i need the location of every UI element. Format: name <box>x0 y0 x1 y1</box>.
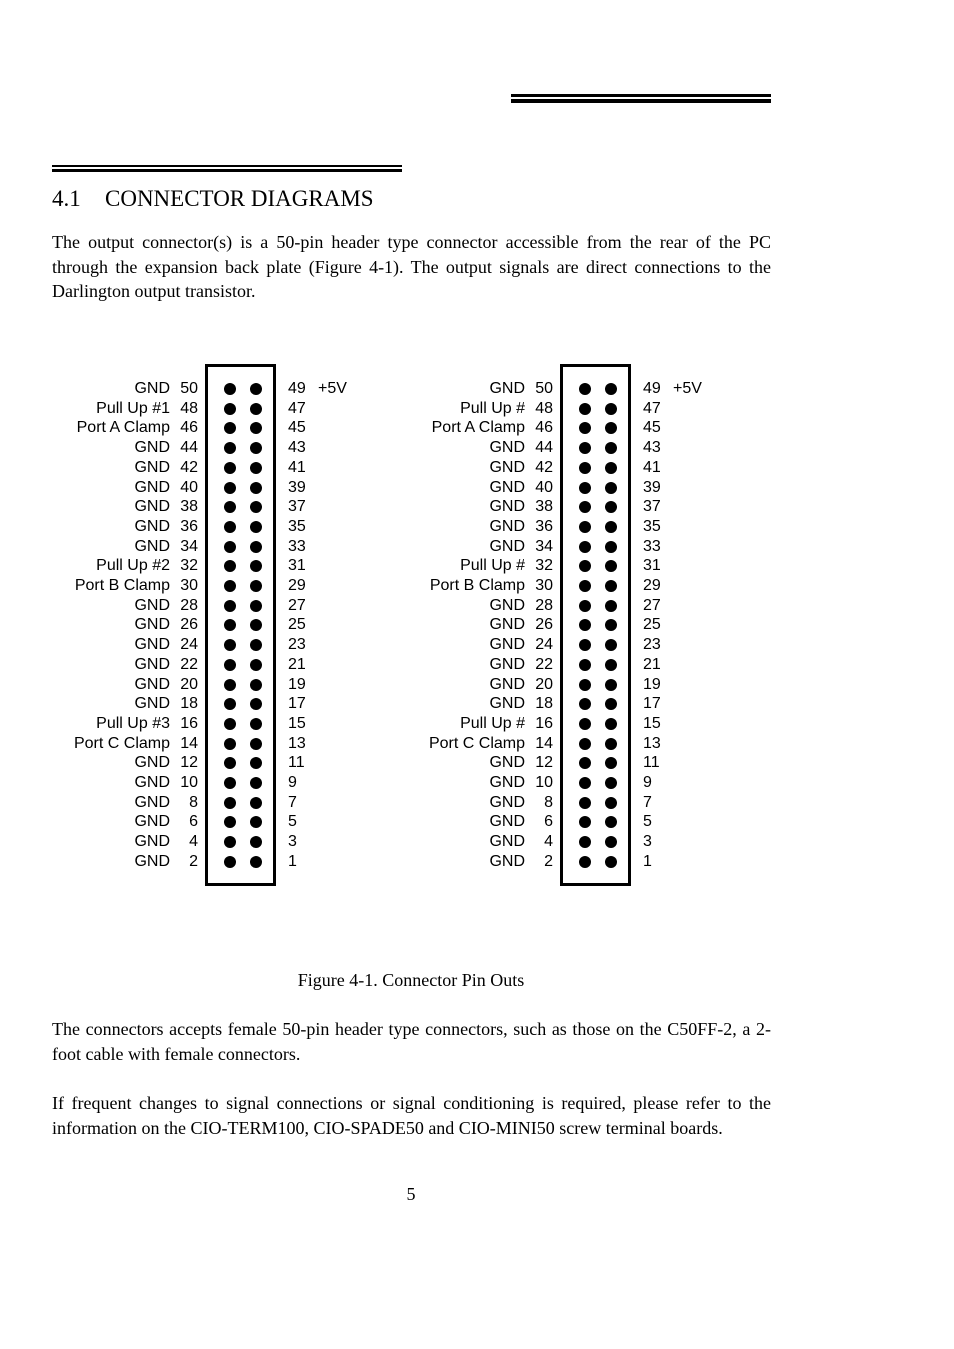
pin-signal-label: GND <box>489 833 525 851</box>
pin-signal-label: GND <box>134 793 170 811</box>
pin-number-odd: 21 <box>643 655 661 673</box>
pin-signal-label: GND <box>489 695 525 713</box>
pin-dot-odd <box>605 580 617 592</box>
pin-signal-label: Port C Clamp <box>73 734 170 752</box>
pin-dot-even <box>579 482 591 494</box>
pin-signal-label: Port A Clamp <box>76 419 170 437</box>
pin-number-odd: 13 <box>643 734 661 752</box>
intro-paragraph: The output connector(s) is a 50-pin header type connector accessible from the rear of the PC through the expansion back plate (Figure 4-1). The output signals are direct connections to the Darlington output transistor. <box>52 232 771 301</box>
pin-number-odd: 23 <box>643 636 661 654</box>
pin-number-even: 40 <box>535 478 553 496</box>
pin-signal-label: GND <box>489 616 525 634</box>
connector-diagram-2 <box>407 364 707 884</box>
pin-dot-even <box>224 659 236 671</box>
pin-number-odd: 29 <box>288 577 306 594</box>
pin-number-even: 10 <box>180 774 198 791</box>
pin-signal-label: Pull Up #2 <box>96 557 170 575</box>
pin-number-even: 38 <box>535 498 553 516</box>
pin-signal-label: GND <box>489 439 525 457</box>
pin-dot-odd <box>605 797 617 809</box>
pin-number-odd: 1 <box>288 852 297 870</box>
pin-number-even: 46 <box>535 419 553 437</box>
pin-number-odd: 31 <box>288 557 306 575</box>
pin-signal-label: GND <box>489 636 525 654</box>
pin-number-even: 50 <box>535 380 553 397</box>
mating-connector-paragraph: The connectors accepts female 50-pin header type connectors, such as those on the C50FF-2, a 2-foot cable with female connectors. <box>52 1019 771 1064</box>
pin-dot-even <box>579 580 591 592</box>
pin-signal-label: GND <box>134 655 170 673</box>
pin-number-odd: 37 <box>643 498 661 516</box>
pin-dot-odd <box>605 383 617 395</box>
pin-number-even: 40 <box>180 478 198 496</box>
pin-signal-label: GND <box>489 675 525 693</box>
pin-dot-even <box>579 718 591 730</box>
pin-number-even: 34 <box>180 537 198 555</box>
pin-number-even: 6 <box>189 813 198 831</box>
pin-number-odd: 3 <box>643 833 652 851</box>
pin-number-even: 32 <box>535 557 553 575</box>
pin-number-even: 2 <box>544 852 553 870</box>
pin-number-even: 8 <box>544 793 553 811</box>
pin-signal-label: GND <box>134 754 170 772</box>
pin-dot-odd <box>605 541 617 553</box>
connector-diagram-1 <box>52 364 352 884</box>
pin-number-odd: 47 <box>643 399 661 417</box>
pin-number-even: 6 <box>544 813 553 831</box>
pin-number-even: 48 <box>535 399 553 417</box>
pin-signal-label: GND <box>134 852 170 870</box>
pin-dot-even <box>224 403 236 415</box>
pin-dot-even <box>579 541 591 553</box>
pin-dot-odd <box>250 403 262 415</box>
pin-dot-odd <box>250 718 262 730</box>
section-heading <box>52 186 374 212</box>
pin-signal-label: GND <box>489 754 525 772</box>
pin-dot-even <box>579 777 591 789</box>
pin-signal-label: GND <box>489 793 525 811</box>
pin-number-even: 8 <box>189 793 198 811</box>
pin-signal-label: Pull Up # <box>460 714 525 732</box>
supply-voltage-label: +5V <box>673 380 702 397</box>
pin-number-odd: 47 <box>288 399 306 417</box>
pin-dot-even <box>224 777 236 789</box>
pin-number-odd: 39 <box>288 478 306 496</box>
pin-signal-label: GND <box>134 675 170 693</box>
page-number: 5 <box>406 1184 416 1204</box>
pin-dot-even <box>224 383 236 395</box>
pin-dot-even <box>579 836 591 848</box>
pin-number-odd: 43 <box>288 439 306 457</box>
pin-dot-odd <box>250 600 262 612</box>
pin-number-odd: 11 <box>643 754 660 772</box>
pin-dot-odd <box>605 403 617 415</box>
pin-number-odd: 35 <box>288 517 306 535</box>
pin-number-even: 50 <box>180 380 198 397</box>
pin-dot-even <box>224 541 236 553</box>
pin-dot-even <box>224 580 236 592</box>
pin-dot-even <box>224 856 236 868</box>
pin-number-odd: 17 <box>643 695 661 713</box>
pin-signal-label: GND <box>134 458 170 476</box>
pin-dot-odd <box>605 738 617 750</box>
pin-dot-odd <box>605 639 617 651</box>
pin-signal-label: GND <box>134 478 170 496</box>
pin-number-even: 38 <box>180 498 198 516</box>
pin-dot-odd <box>605 442 617 454</box>
pin-number-odd: 11 <box>288 754 305 772</box>
pin-number-odd: 19 <box>643 675 661 693</box>
pin-number-odd: 17 <box>288 695 306 713</box>
pin-number-even: 24 <box>180 636 198 654</box>
pin-dot-odd <box>605 718 617 730</box>
pin-dot-even <box>224 521 236 533</box>
pin-dot-odd <box>250 442 262 454</box>
pin-signal-label: Pull Up # <box>460 399 525 417</box>
pin-number-even: 44 <box>180 439 198 457</box>
pin-dot-odd <box>250 856 262 868</box>
pin-number-odd: 25 <box>643 616 661 634</box>
pin-dot-even <box>579 679 591 691</box>
pin-dot-even <box>579 383 591 395</box>
pin-number-odd: 29 <box>643 577 661 594</box>
pin-dot-odd <box>605 836 617 848</box>
pin-number-even: 22 <box>535 655 553 673</box>
pin-number-even: 26 <box>535 616 553 634</box>
pin-number-odd: 41 <box>288 458 306 476</box>
pin-number-even: 14 <box>180 734 198 752</box>
pin-signal-label: GND <box>489 596 525 614</box>
pin-number-even: 42 <box>180 458 198 476</box>
pin-number-odd: 49 <box>643 380 661 397</box>
pin-dot-even <box>579 659 591 671</box>
pin-dot-odd <box>250 639 262 651</box>
pin-number-odd: 5 <box>288 813 297 831</box>
pin-signal-label: GND <box>134 517 170 535</box>
pin-dot-even <box>224 639 236 651</box>
pin-signal-label: Port B Clamp <box>429 577 525 594</box>
pin-number-odd: 33 <box>288 537 306 555</box>
pin-dot-odd <box>605 462 617 474</box>
pin-number-even: 20 <box>180 675 198 693</box>
pin-number-odd: 45 <box>643 419 661 437</box>
pin-dot-odd <box>250 541 262 553</box>
pin-signal-label: Port A Clamp <box>431 419 525 437</box>
pin-dot-odd <box>250 383 262 395</box>
pin-dot-even <box>579 442 591 454</box>
pin-number-odd: 15 <box>288 714 306 732</box>
pin-number-odd: 23 <box>288 636 306 654</box>
header-rule-bottom <box>511 99 771 103</box>
pin-signal-label: Port B Clamp <box>74 577 170 594</box>
pin-signal-label: GND <box>489 852 525 870</box>
pin-dot-even <box>224 482 236 494</box>
pin-signal-label: Pull Up #1 <box>96 399 170 417</box>
pin-dot-even <box>224 600 236 612</box>
pin-dot-even <box>224 718 236 730</box>
pin-signal-label: Port C Clamp <box>428 734 525 752</box>
pin-number-odd: 13 <box>288 734 306 752</box>
pin-dot-even <box>579 403 591 415</box>
pin-number-odd: 7 <box>643 793 652 811</box>
pin-signal-label: GND <box>134 498 170 516</box>
pin-signal-label: GND <box>489 813 525 831</box>
pin-number-even: 2 <box>189 852 198 870</box>
pin-number-odd: 45 <box>288 419 306 437</box>
pin-number-odd: 15 <box>643 714 661 732</box>
pin-dot-even <box>224 836 236 848</box>
pin-number-odd: 7 <box>288 793 297 811</box>
pin-number-odd: 33 <box>643 537 661 555</box>
section-rule-bottom <box>52 169 402 172</box>
pin-number-even: 36 <box>180 517 198 535</box>
pin-number-even: 30 <box>535 577 553 594</box>
pin-dot-odd <box>250 836 262 848</box>
pin-number-odd: 25 <box>288 616 306 634</box>
pin-signal-label: GND <box>489 478 525 496</box>
pin-number-even: 34 <box>535 537 553 555</box>
pin-number-odd: 9 <box>643 774 652 791</box>
pin-dot-even <box>224 797 236 809</box>
pin-number-even: 46 <box>180 419 198 437</box>
pin-number-even: 14 <box>535 734 553 752</box>
pin-dot-odd <box>605 777 617 789</box>
pin-dot-odd <box>250 462 262 474</box>
pin-number-even: 30 <box>180 577 198 594</box>
section-title: CONNECTOR DIAGRAMS <box>105 186 374 211</box>
pin-number-even: 12 <box>180 754 198 772</box>
pin-dot-odd <box>605 679 617 691</box>
pin-dot-even <box>579 856 591 868</box>
pin-signal-label: GND <box>134 695 170 713</box>
pin-number-odd: 31 <box>643 557 661 575</box>
pin-number-odd: 43 <box>643 439 661 457</box>
pin-signal-label: GND <box>134 596 170 614</box>
pin-number-even: 44 <box>535 439 553 457</box>
pin-number-even: 16 <box>535 714 553 732</box>
pin-signal-label: GND <box>134 616 170 634</box>
pin-number-even: 28 <box>180 596 198 614</box>
pin-number-odd: 5 <box>643 813 652 831</box>
pin-signal-label: GND <box>489 774 525 791</box>
pin-signal-label: GND <box>134 774 170 791</box>
pin-dot-odd <box>250 580 262 592</box>
pin-signal-label: Pull Up #3 <box>96 714 170 732</box>
pin-number-even: 16 <box>180 714 198 732</box>
pin-number-odd: 3 <box>288 833 297 851</box>
pin-dot-odd <box>250 797 262 809</box>
pin-dot-odd <box>605 856 617 868</box>
pin-dot-odd <box>250 679 262 691</box>
pin-number-even: 4 <box>189 833 198 851</box>
pin-signal-label: GND <box>134 833 170 851</box>
pin-number-even: 28 <box>535 596 553 614</box>
section-number: 4.1 <box>52 186 81 211</box>
pin-number-odd: 27 <box>643 596 661 614</box>
pin-signal-label: GND <box>489 537 525 555</box>
pin-dot-odd <box>250 659 262 671</box>
pin-number-odd: 41 <box>643 458 661 476</box>
pin-signal-label: GND <box>134 636 170 654</box>
pin-dot-even <box>579 738 591 750</box>
pin-number-even: 32 <box>180 557 198 575</box>
header-rule-top <box>511 94 771 97</box>
pin-signal-label: GND <box>489 517 525 535</box>
pin-number-even: 24 <box>535 636 553 654</box>
section-rule-top <box>52 165 402 167</box>
figure-caption: Figure 4-1. Connector Pin Outs <box>297 970 525 990</box>
pin-dot-odd <box>605 521 617 533</box>
pin-number-odd: 39 <box>643 478 661 496</box>
pin-signal-label: Pull Up # <box>460 557 525 575</box>
pin-signal-label: GND <box>134 380 170 397</box>
pin-dot-even <box>579 600 591 612</box>
pin-number-odd: 35 <box>643 517 661 535</box>
connector-header-outline <box>560 364 631 886</box>
pin-dot-odd <box>250 521 262 533</box>
pin-number-odd: 37 <box>288 498 306 516</box>
pin-number-odd: 21 <box>288 655 306 673</box>
pin-number-even: 36 <box>535 517 553 535</box>
pin-dot-odd <box>605 600 617 612</box>
pin-signal-label: GND <box>489 655 525 673</box>
pin-dot-odd <box>250 738 262 750</box>
pin-number-even: 42 <box>535 458 553 476</box>
supply-voltage-label: +5V <box>318 380 347 397</box>
pin-dot-even <box>224 679 236 691</box>
pin-number-even: 18 <box>535 695 553 713</box>
pin-signal-label: GND <box>134 537 170 555</box>
pin-number-odd: 9 <box>288 774 297 791</box>
pin-dot-even <box>579 797 591 809</box>
pin-signal-label: GND <box>489 380 525 397</box>
pin-dot-odd <box>250 777 262 789</box>
pin-number-even: 22 <box>180 655 198 673</box>
pin-dot-even <box>579 521 591 533</box>
pin-number-even: 10 <box>535 774 553 791</box>
pin-dot-odd <box>605 482 617 494</box>
pin-number-even: 20 <box>535 675 553 693</box>
pin-number-even: 18 <box>180 695 198 713</box>
pin-number-even: 26 <box>180 616 198 634</box>
pin-number-odd: 19 <box>288 675 306 693</box>
pin-number-even: 48 <box>180 399 198 417</box>
connector-header-outline <box>205 364 276 886</box>
pin-dot-odd <box>250 482 262 494</box>
pin-dot-even <box>579 639 591 651</box>
pin-signal-label: GND <box>134 813 170 831</box>
pin-number-odd: 1 <box>643 852 652 870</box>
pin-number-odd: 27 <box>288 596 306 614</box>
pin-number-odd: 49 <box>288 380 306 397</box>
pin-dot-odd <box>605 659 617 671</box>
terminal-boards-paragraph: If frequent changes to signal connections or signal conditioning is required, please refer to the information on the CIO-TERM100, CIO-SPADE50 and CIO-MINI50 screw terminal boards. <box>52 1093 771 1138</box>
pin-signal-label: GND <box>489 498 525 516</box>
pin-dot-even <box>579 462 591 474</box>
pin-dot-even <box>224 442 236 454</box>
pin-signal-label: GND <box>489 458 525 476</box>
pin-number-even: 4 <box>544 833 553 851</box>
pin-dot-even <box>224 462 236 474</box>
pin-signal-label: GND <box>134 439 170 457</box>
pin-dot-even <box>224 738 236 750</box>
pin-number-even: 12 <box>535 754 553 772</box>
